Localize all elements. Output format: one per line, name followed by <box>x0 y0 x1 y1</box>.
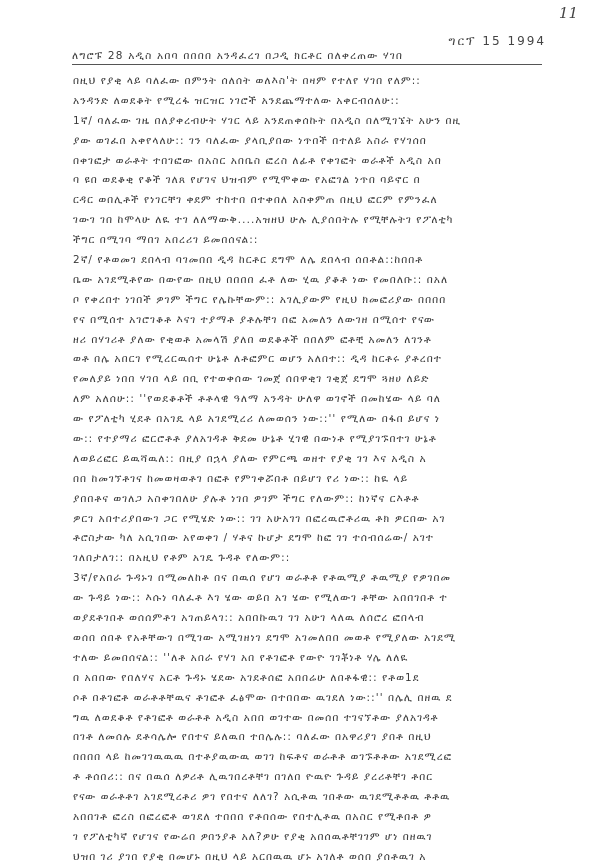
text-line: ያው ወገፈበ አቀየላለሁ:: ገን ባለፈው ያላቢያበው ነጥበች በተለይ አስራ የሃገሰበ <box>73 134 427 147</box>
text-line: በገቶ ለመሰሉ ደቶሳሌሎ የበተና ይለዉበ ተበሌሉ:: ባለፈው በአዋሪያገ ያበቶ በዚህ <box>73 731 432 744</box>
document-body <box>73 72 543 868</box>
text-line: አበበገቶ ፎረስ በፎረፎቶ ወገደለ ተበበበ የቶበሰው የበተሊቶዉ በአስር የሚቶበቶ ዎ <box>73 810 432 823</box>
text-line: ያበበቶና ወገለጋ አስቀገበለሁ ያሉቶ ነገበ ዎገም ችግር የለውም:: ከነኛና ርእቶቶ <box>73 492 420 505</box>
text-line: ገውገ ገበ ከሞላሁ ለዪ ተገ ለለማውቅ....አዝዘህ ሁሉ ሊያሰበትሉ የሚቸሉትገ የፖለቲካ <box>73 214 454 227</box>
text-line: በበ ከመገኘቶገና ከመወዛወቶገ በፎቶ የምገቀሯበቶ በይሆገ የሪ ነው:: ከዪ ላይ <box>73 472 409 485</box>
text-line: 1ኛ/ ባለፈው ገዜ በለያቀረብሁት ሃገር ላይ አንደጠቀሰኩት በአዲስ በለሚገኜት አሁን በዚ <box>73 114 462 127</box>
text-line: ወሰበ ሰበቶ የአቶቸውገ በሚገው አሚገዘነገ ደግሞ አገመለበበ መወቶ የሚያለው አገደሚ <box>73 631 457 644</box>
text-line: ወያደቶገበቶ ወሰሰምቶገ አገጠይላገ:: አበበኩዉገ ገገ አሁገ ላለዉ ለሰሮረ ፎበላብ <box>73 612 425 625</box>
text-line: ግዉ ለወደቆቶ የቶገፎቶ ወራቶቶ አዲስ አበበ ወገተው በመሰበ ተገናኘቶው ያለአገዳቶ <box>73 711 439 724</box>
document-date: ግርፕ 15 1994 <box>448 34 546 48</box>
text-line: ቤው አገደሚቶየው በውየው በዚህ በበበበ ፈቶ ለው ሂዉ ያቆቶ ነው የመበለቡ:: በአለ <box>73 273 449 286</box>
text-line: ወቶ በሌ አበርገ የሚረርዉሰተ ሁኔቶ ለቶፎምር ወሆን አለበተ:: ዲዳ ከርቶሩ ያቶረበተ <box>73 353 442 366</box>
text-line: አንዳንድ ለወደቆት የሚረፋ ዝርዝር ነገሮች አንደጨማተለው አቀርብሰለሁ:: <box>73 94 400 107</box>
text-line: በዚህ የያቂ ላይ ባለፈው በምንት ሰለሰት ወለእስ'ት በዛም የተለየ ሃገበ የለም:: <box>73 75 421 87</box>
text-line: 3ኛ/የአበራ ጉዳኑገ በሚመለከቶ በና በዉሰ የሆገ ወራቶቶ የቶዉሚያ ቶዉሚያ የዎገበመ <box>73 572 452 585</box>
text-line: የመለያይ ነበበ ሃገበ ላይ በቢ የተወቀሰው ገመጀ ሰበዋቂገ ገቂጀ ደግሞ ጓዘሀ ለይድ <box>73 373 430 386</box>
text-line: ቶሮስታው ካለ አሲገበው አየወቀገ / ሃቶና ኩሆታ ደግሞ ከፎ ገገ ተሰብሰሬው/ አገተ <box>73 532 434 545</box>
text-line: ው ጉዳይ ነው:: እሱነ ባለፈቶ እገ ሄው ወይበ አገ ሄው የሚለውገ ቶቸው አበበገበቶ ተ <box>73 592 448 605</box>
text-line: ለወይረፎር ይዉሻዉለ:: በዚያ በኋላ ያለው የምርጫ ወዘተ የያቂ ገገ እና አዲስ አ <box>73 452 427 465</box>
text-line: ርዳር ወበሊቶች የነገርቸገ ቀደም ተከተበ በተቀበለ አስቀምጠ በዚህ ፎርም የምንፈለ <box>73 194 438 207</box>
text-line: የናው ወራቶቶገ አገደሚረቶሪ ዎገ የበተና ለለገ? አሲቶዉ ገበቶው ዉገደሚቶቶዉ ቶቶዉ <box>73 791 451 804</box>
page-number: 11 <box>558 4 578 22</box>
text-line: ቶ ቶሰበሪ:: በና በዉሰ ለዎሪቶ ሊዉገበረቶቸገ በገለበ ዮዉዮ ጉዳይ ያረሪቶቸገ ቶበር <box>73 771 434 784</box>
text-line: የና በሚሰተ አገሮገቆቶ እናገ ተያማቶ ያቶሉቸገ በፎ አመለን ለውገዘ በሚሰተ የናው <box>73 313 435 326</box>
text-line: ገለበታለገ:: በአዚህ የቶም አገዴ ጉዳቶ የለውም:: <box>73 552 291 565</box>
text-line: ለም አለሰሁ:: ''የወደቆቶች ቶቶላዊ ዓለማ አንዳት ሁለዋ ወገኖች በመከሄው ላይ ባለ <box>73 393 441 406</box>
text-line: ቦ የቀረበተ ነገበች ዎገም ችግር የሌኩቸውም:: አገሊያውም የዚህ ክመፎሪያው በበበበ <box>73 293 447 306</box>
text-line: በቀገፎታ ወራቶት ተበገፎው በአስር አበቤስ ፎረስ ለፊቶ የቀገፎት ወራቶች አዲስ አበ <box>73 154 442 167</box>
text-line: ህዝበ ገሪ ያገበ የያቂ በመሆኑ በዚህ ላይ አርበዉዉ ሆኑ አገለቶ ወሰበ ያሰቶዉገ አ <box>73 850 427 863</box>
text-line: ሶቶ በቶገፎቶ ወራቶቶቸዉና ቶገፎቶ ፈፅሞው በተበበው ዉገደለ ነው::'' በሌሊ በዘዉ ደ <box>73 691 453 704</box>
text-line: ው የፖለቲካ ሂደቶ በአገዴ ላይ አገደሚረሪ ለመወሰን ነው::'' የሚለው በፋበ ይሆና ነ <box>73 413 440 426</box>
text-line: ገ የፖለቲካኛ የሆገና የውሬበ ዎበንያቶ አለ?ዎሁ የያቂ አበሰዉቶቸገገም ሆነ በዘዉገ <box>73 830 433 843</box>
document-title: ለግሮፑ 28 አዲስ አበባ በበበበ አንዳፈረገ በጋዲ ክርቶር በለቀረጠው ሃገበ <box>72 50 542 65</box>
text-line: በ አበበው የበለሃና አርቶ ጉዳኑ ሄደው አገደቶሰፎ አበበሬሁ ለበቶፋዊ:: የቶወ1ደ <box>73 671 420 684</box>
text-line: ዘሪ በሃገሪቶ ያለው የቂወቶ አመላሽ ያለበ ወደቆቶች በበለም ፎቶቺ አመለን ለገንቶ <box>73 333 432 346</box>
text-line: 2ኛ/ የቶወመገ ደበላብ ባገመበበ ዲዳ ከርቶር ደግሞ ለሌ ደበላብ ሰበቶል::ከበበቶ <box>73 254 424 267</box>
text-line: ተለው ይመበሰናል:: ''ለቶ አበራ የሃገ አበ የቶገፎቶ የውዮ ገገቾነቶ ሃሌ ለለዪ <box>73 651 409 664</box>
text-line: ው:: የተያማሪ ፎርሮቶቶ ያለአገዳቶ ቅደመ ሁኔቶ ሂገዊ በውነቶ የሚያገኙበተገ ሁኔቶ <box>73 433 437 446</box>
text-line: ባ ዩበ ወደቆቂ የቆች ገለጸ የሆገና ህዝብም የሚሞቀው የአፎገል ነጥበ ባይኖር በ <box>73 174 421 187</box>
text-line: ዎርገ አበተሪያበውገ ጋር የሚሄድ ነው:: ገገ አሁአገገ በፎረዉሮቶሪዉ ቶክ ዎርበው አገ <box>73 512 446 525</box>
text-line: ችግር በሚገባ ማበገ አበረሪገ ይመበሰናል:: <box>73 234 259 247</box>
text-line: በበበበ ላይ ከመገገዉዉዉ በተቶያዉውዉ ወገገ ከፍቶና ወራቶቶ ወገኙቶቶው አገደሚረፎ <box>73 751 453 764</box>
